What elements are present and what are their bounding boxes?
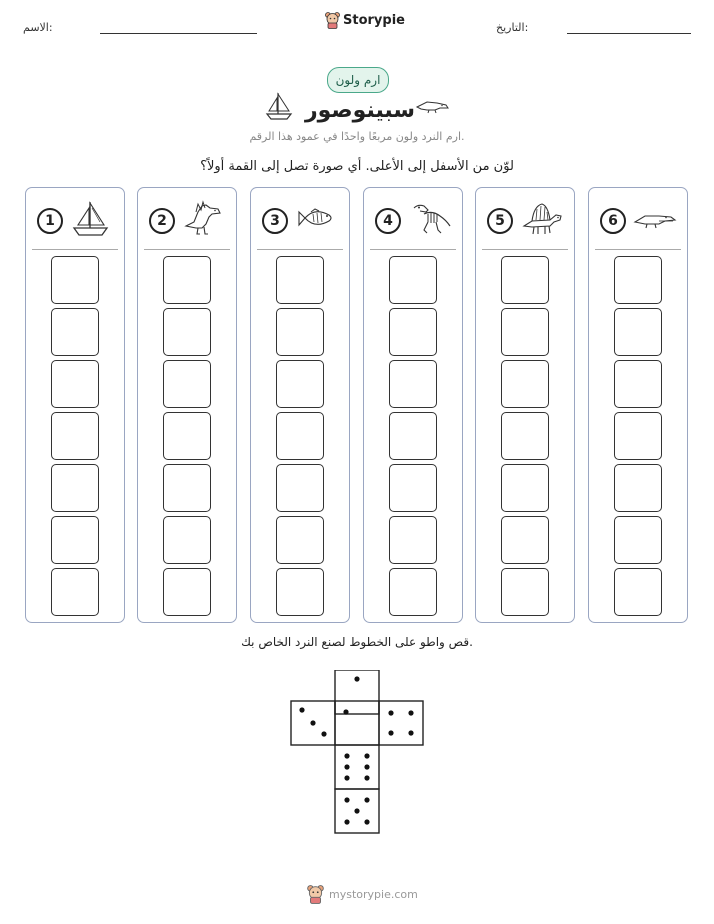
name-line: [100, 33, 257, 34]
color-box: [389, 464, 437, 512]
dice-face-lower: [335, 745, 379, 789]
sailboat-icon: [264, 90, 294, 122]
color-box: [51, 360, 99, 408]
color-box: [389, 516, 437, 564]
color-box: [614, 412, 662, 460]
dimetrodon-icon: [520, 200, 564, 238]
color-box: [501, 568, 549, 616]
color-box: [389, 256, 437, 304]
column-4: [363, 187, 463, 623]
color-box: [276, 360, 324, 408]
column-divider: [595, 249, 681, 250]
color-box: [51, 308, 99, 356]
color-box: [389, 412, 437, 460]
page-title: سبينوصور: [304, 98, 416, 123]
color-box: [51, 464, 99, 512]
color-box: [501, 256, 549, 304]
color-box: [614, 308, 662, 356]
storypie-logo: [325, 12, 405, 29]
color-box: [389, 568, 437, 616]
color-box: [501, 464, 549, 512]
column-divider: [32, 249, 118, 250]
color-box: [614, 256, 662, 304]
column-1: [25, 187, 125, 623]
color-box: [51, 568, 99, 616]
column-number: 6: [600, 208, 626, 234]
color-box: [276, 412, 324, 460]
dice-face-right: [379, 701, 423, 745]
color-box: [276, 464, 324, 512]
color-box: [276, 308, 324, 356]
dice-net: [290, 670, 426, 836]
color-box: [501, 360, 549, 408]
footer: [307, 885, 418, 904]
subtitle: ارم النرد ولون مربعًا واحدًا في عمود هذا الرقم.: [249, 130, 465, 143]
footer-url: mystorypie.com: [329, 888, 418, 901]
column-divider: [257, 249, 343, 250]
color-box: [51, 412, 99, 460]
fish-icon: [295, 200, 337, 236]
crocodile-icon: [633, 200, 677, 236]
dice-instruction: قص واطو على الخطوط لصنع النرد الخاص بك.: [241, 635, 473, 649]
column-divider: [144, 249, 230, 250]
color-box: [163, 360, 211, 408]
logo-text: Storypie: [343, 13, 405, 28]
column-number: 3: [262, 208, 288, 234]
column-3: [250, 187, 350, 623]
column-divider: [370, 249, 456, 250]
crocodile-icon: [415, 96, 449, 114]
instruction: لوّن من الأسفل إلى الأعلى. أي صورة تصل إلى القمة أولاً؟: [200, 159, 514, 174]
activity-badge: ارم ولون: [327, 67, 389, 93]
color-box: [163, 464, 211, 512]
dinosaur-skeleton-icon: [408, 200, 452, 238]
color-box: [51, 516, 99, 564]
color-box: [389, 360, 437, 408]
column-number: 5: [487, 208, 513, 234]
date-label: التاريخ:: [496, 21, 529, 34]
color-box: [163, 412, 211, 460]
bear-mascot-icon: [307, 885, 324, 904]
column-2: [137, 187, 237, 623]
color-box: [276, 516, 324, 564]
color-box: [276, 256, 324, 304]
bear-mascot-icon: [325, 12, 340, 29]
color-box: [389, 308, 437, 356]
dice-face-center: [335, 701, 379, 745]
spinosaurus-icon: [182, 200, 224, 236]
color-box: [501, 308, 549, 356]
color-box: [614, 516, 662, 564]
color-box: [501, 412, 549, 460]
color-box: [614, 568, 662, 616]
color-box: [163, 256, 211, 304]
column-6: [588, 187, 688, 623]
column-number: 1: [37, 208, 63, 234]
name-label: الاسم:: [23, 21, 53, 34]
color-box: [163, 568, 211, 616]
color-box: [614, 464, 662, 512]
column-number: 4: [375, 208, 401, 234]
column-number: 2: [149, 208, 175, 234]
date-line: [567, 33, 691, 34]
sailboat-icon: [70, 200, 110, 238]
color-box: [163, 516, 211, 564]
color-box: [501, 516, 549, 564]
color-box: [614, 360, 662, 408]
column-5: [475, 187, 575, 623]
column-divider: [482, 249, 568, 250]
color-box: [163, 308, 211, 356]
color-box: [51, 256, 99, 304]
color-box: [276, 568, 324, 616]
